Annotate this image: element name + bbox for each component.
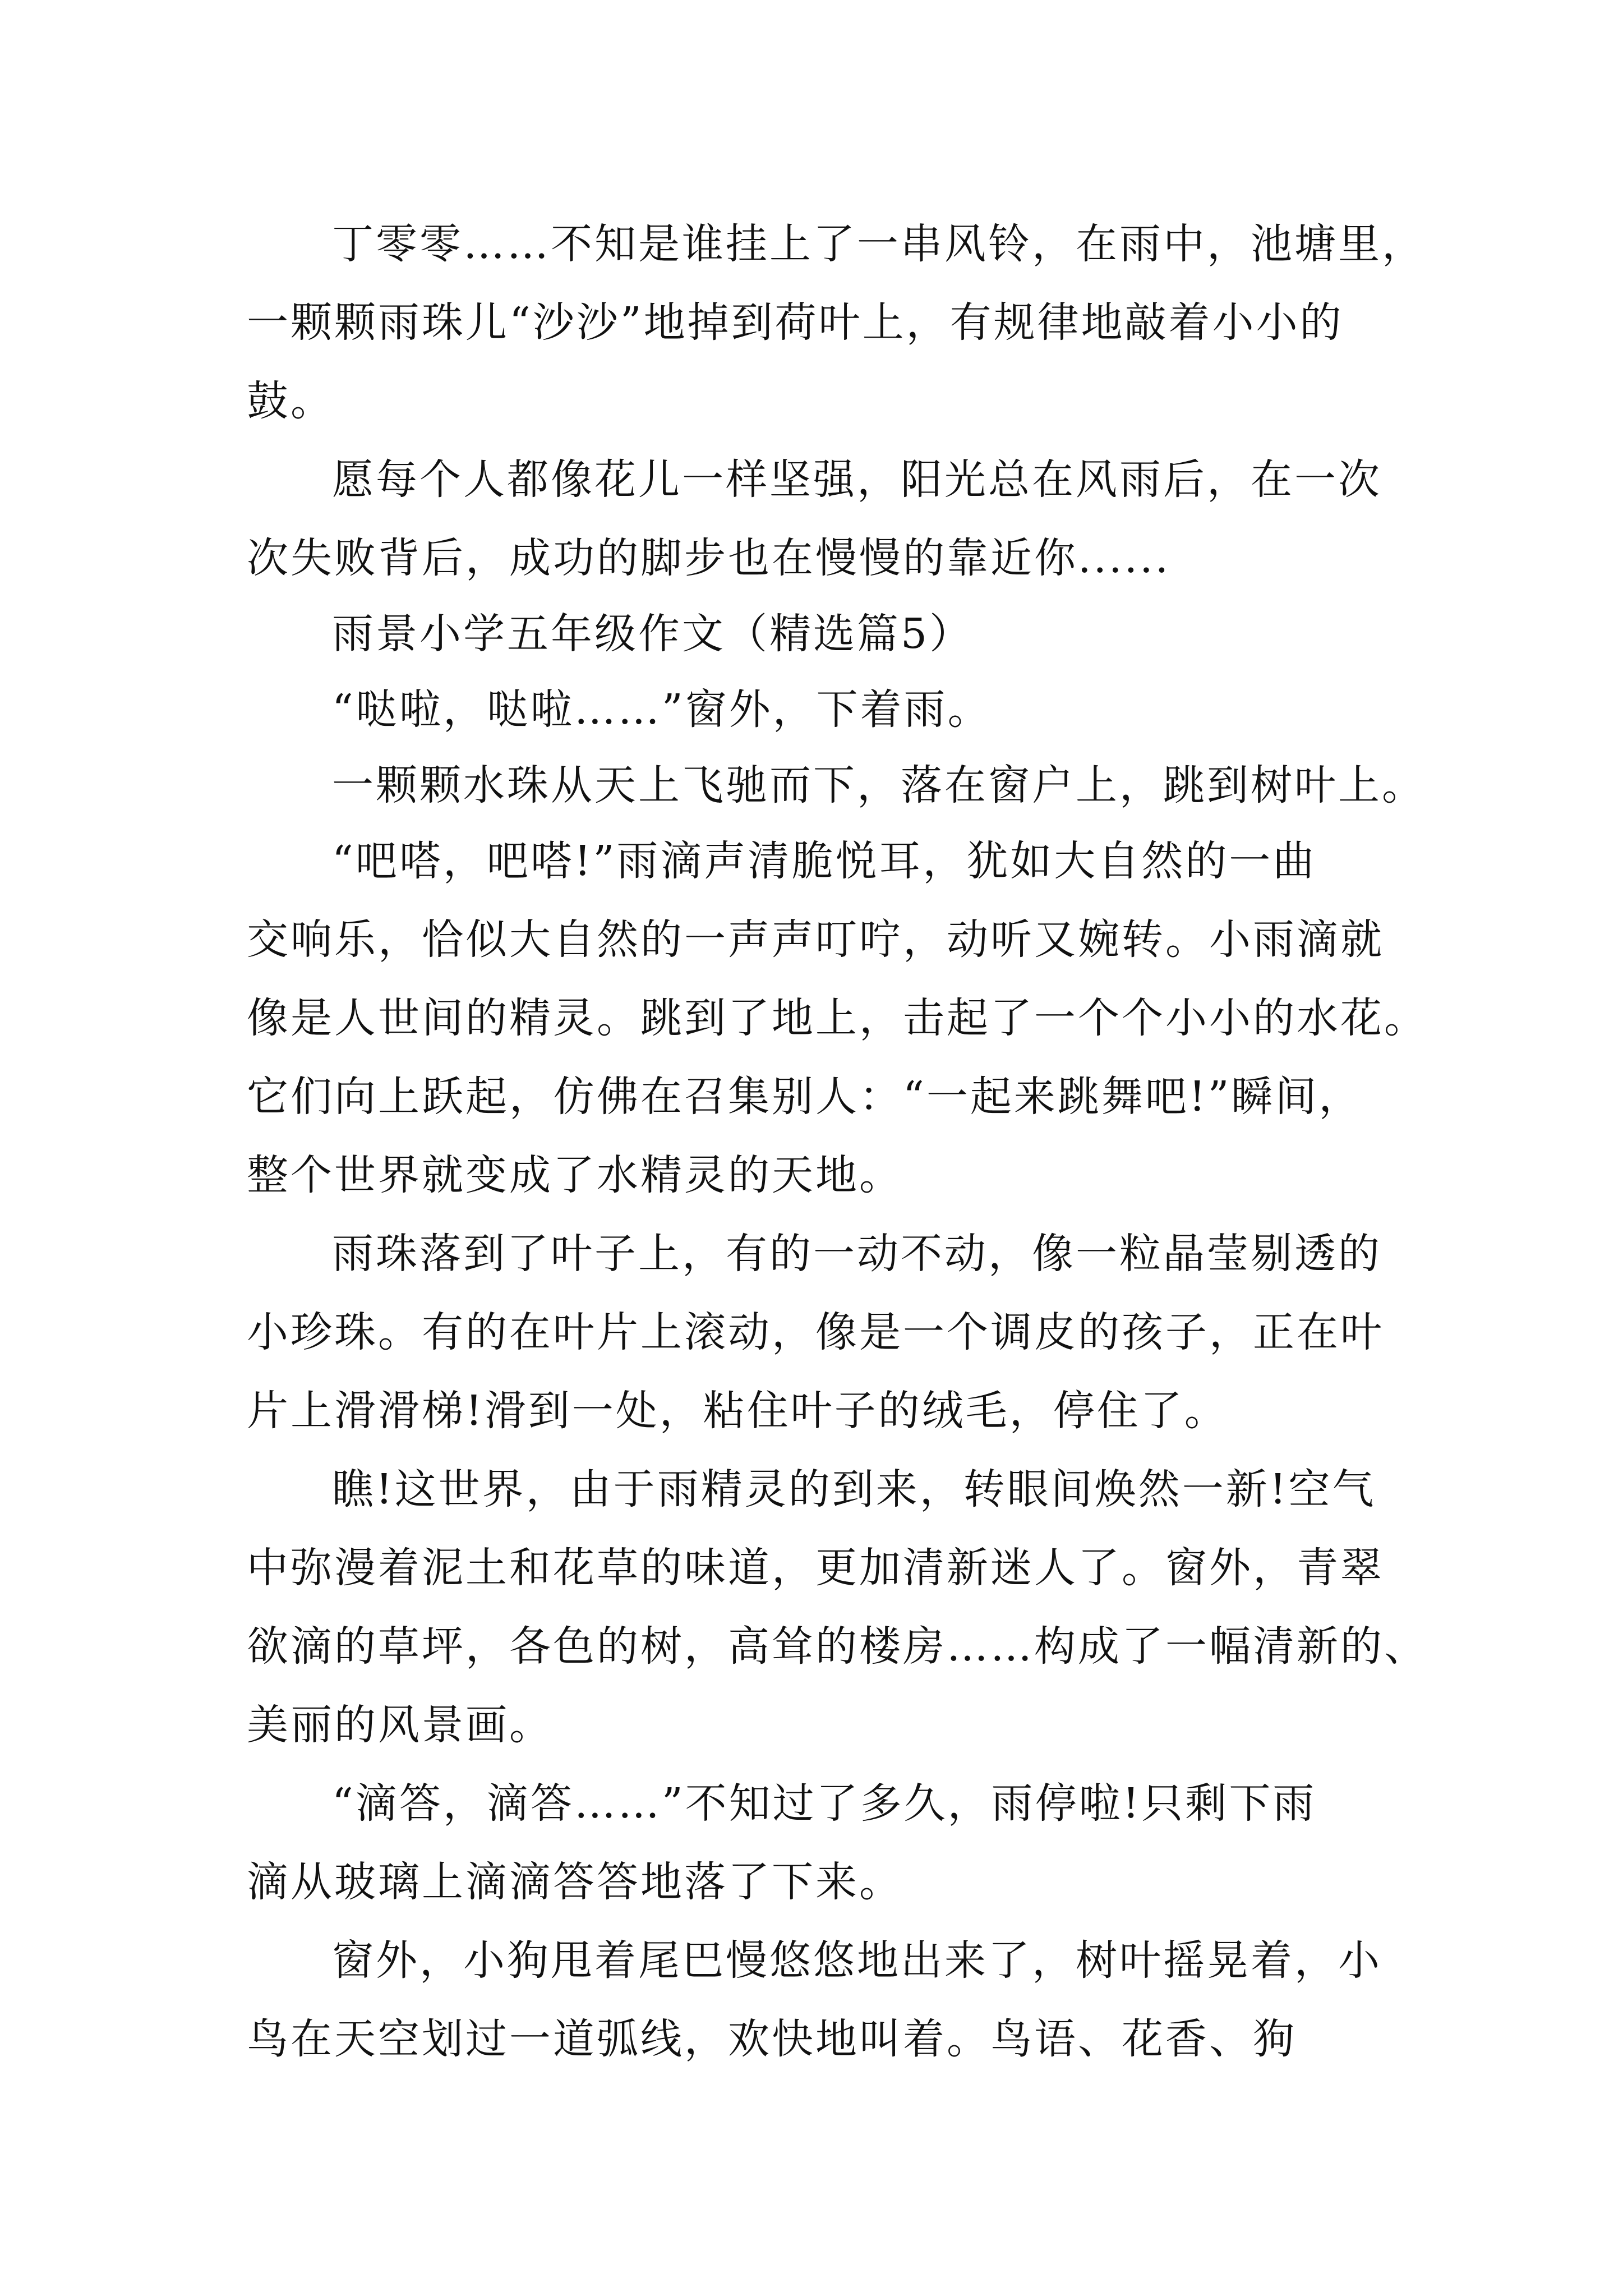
- text-line: 交响乐，恰似大自然的一声声叮咛，动听又婉转。小雨滴就: [247, 915, 1384, 964]
- text-line: 中弥漫着泥土和花草的味道，更加清新迷人了。窗外，青翠: [247, 1544, 1384, 1592]
- text-line: 片上滑滑梯!滑到一处，粘住叶子的绒毛，停住了。: [247, 1387, 1228, 1435]
- text-line: “滴答，滴答……”不知过了多久，雨停啦!只剩下雨: [332, 1779, 1317, 1828]
- text-line: 瞧!这世界，由于雨精灵的到来，转眼间焕然一新!空气: [332, 1465, 1376, 1513]
- text-line: 小珍珠。有的在叶片上滚动，像是一个调皮的孩子，正在叶: [247, 1308, 1384, 1356]
- text-line: “吧嗒，吧嗒!”雨滴声清脆悦耳，犹如大自然的一曲: [332, 837, 1317, 885]
- text-line: 次失败背后，成功的脚步也在慢慢的靠近你......: [247, 534, 1171, 582]
- text-line: “哒啦，哒啦……”窗外，下着雨。: [332, 685, 992, 734]
- text-line: 鸟在天空划过一道弧线，欢快地叫着。鸟语、花香、狗: [247, 2015, 1297, 2063]
- text-line: 它们向上跃起，仿佛在召集别人：“一起来跳舞吧!”瞬间，: [247, 1073, 1363, 1121]
- text-line: 愿每个人都像花儿一样坚强，阳光总在风雨后，在一次: [332, 455, 1382, 504]
- text-line: 鼓。: [247, 377, 334, 425]
- text-line: 丁零零……不知是谁挂上了一串风铃，在雨中，池塘里，: [332, 220, 1426, 268]
- text-line: 一颗颗水珠从天上飞驰而下，落在窗户上，跳到树叶上。: [332, 761, 1426, 809]
- section-heading: 雨景小学五年级作文（精选篇5）: [332, 610, 974, 658]
- text-line: 美丽的风景画。: [247, 1701, 553, 1749]
- text-line: 滴从玻璃上滴滴答答地落了下来。: [247, 1858, 903, 1906]
- text-line: 一颗颗雨珠儿“沙沙”地掉到荷叶上，有规律地敲着小小的: [247, 298, 1344, 347]
- text-line: 整个世界就变成了水精灵的天地。: [247, 1151, 903, 1199]
- text-line: 窗外，小狗甩着尾巴慢悠悠地出来了，树叶摇晃着，小: [332, 1936, 1382, 1985]
- text-line: 像是人世间的精灵。跳到了地上，击起了一个个小小的水花。: [247, 994, 1428, 1042]
- text-line: 雨珠落到了叶子上，有的一动不动，像一粒晶莹剔透的: [332, 1230, 1382, 1278]
- text-line: 欲滴的草坪，各色的树，高耸的楼房……构成了一幅清新的、: [247, 1622, 1428, 1671]
